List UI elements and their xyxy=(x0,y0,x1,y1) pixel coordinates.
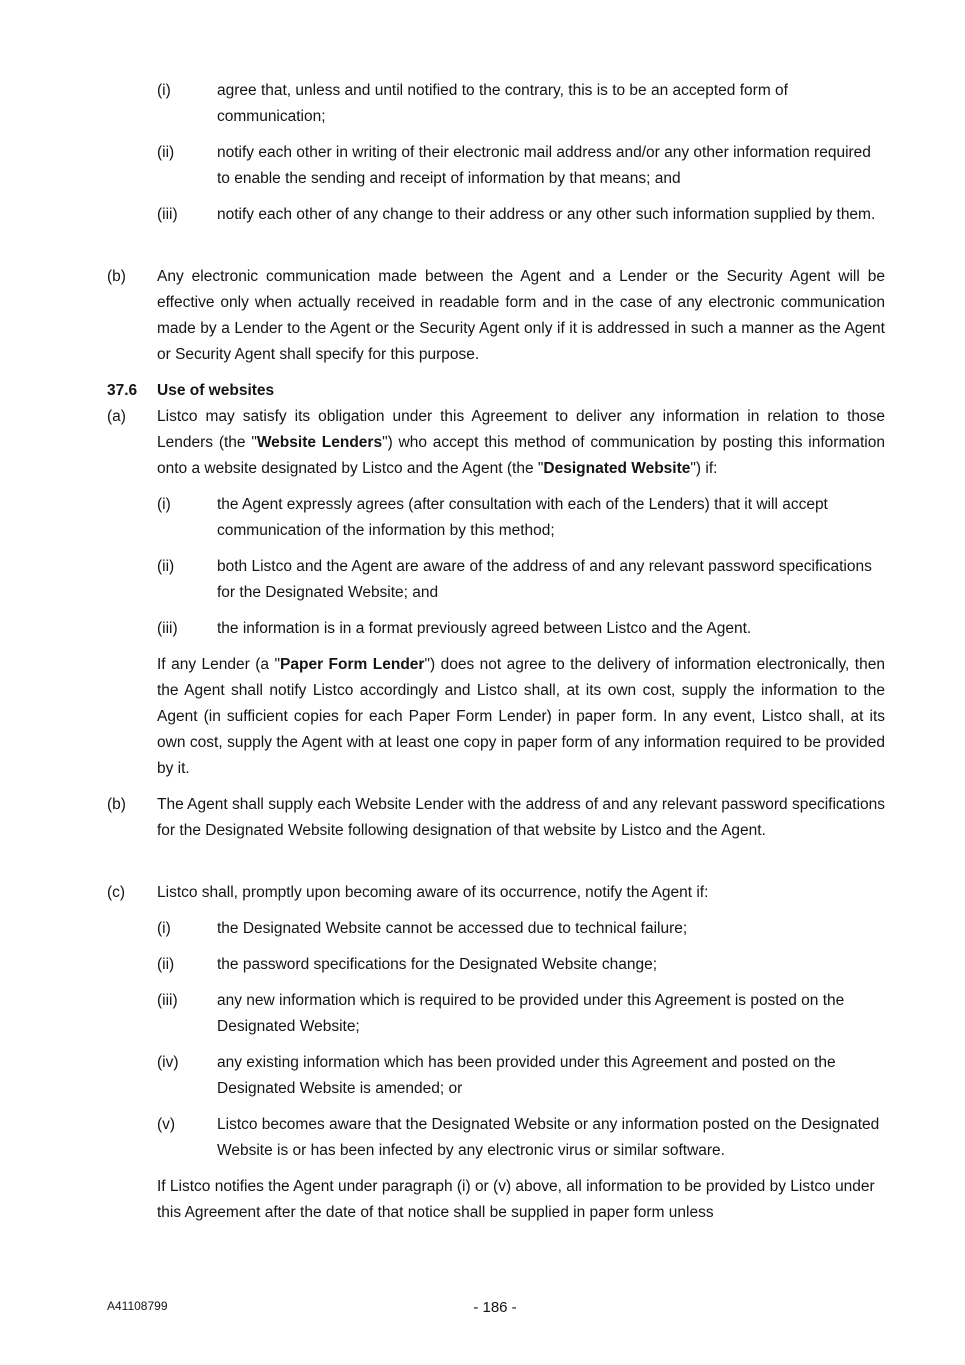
list-item-text: Listco becomes aware that the Designated Website or any information posted on the Designated Website is or has been infected by any electronic virus or similar software. xyxy=(217,1116,880,1159)
list-item-text: agree that, unless and until notified to the contrary, this is to be an accepted form of communication; xyxy=(217,82,788,125)
list-item-text: the information is in a format previously agreed between Listco and the Agent. xyxy=(217,620,752,637)
list-item-text: the Designated Website cannot be accessed due to technical failure; xyxy=(217,920,688,937)
paragraph-label: (b) xyxy=(107,796,126,813)
list-item-label: (iii) xyxy=(157,206,178,223)
list-item-text: both Listco and the Agent are aware of the address of and any relevant password specifications for the Designated Website; and xyxy=(217,558,872,601)
list-item-text: any new information which is required to be provided under this Agreement is posted on the Designated Website; xyxy=(217,992,845,1035)
paragraph-text: If any Lender (a "Paper Form Lender") does not agree to the delivery of information electronically, then the Agent shall notify Listco accordingly and Listco shall, at its own cost, supply the information to the Agent (in sufficient copies for each Paper Form Lender) in paper form. In any event, Listco shall, at its own cost, supply the Agent with at least one copy in paper form of any information required to be provided by it. xyxy=(157,656,885,777)
list-item-label: (iv) xyxy=(157,1054,179,1071)
list-item-label: (ii) xyxy=(157,558,175,575)
list-item-label: (i) xyxy=(157,496,171,513)
paragraph-text: If Listco notifies the Agent under paragraph (i) or (v) above, all information to be provided by Listco under this Agreement after the date of that notice shall be supplied in paper form unless xyxy=(157,1178,875,1221)
list-item-text: notify each other in writing of their electronic mail address and/or any other information required to enable the sending and receipt of information by that means; and xyxy=(217,144,871,187)
section-heading xyxy=(107,378,274,404)
page-number: - 186 - xyxy=(473,1299,517,1316)
section-title: Use of websites xyxy=(157,382,275,399)
defined-term: Designated Website xyxy=(543,460,691,477)
paragraph-text: Listco shall, promptly upon becoming aware of its occurrence, notify the Agent if: xyxy=(157,884,709,901)
list-item-label: (iii) xyxy=(157,992,178,1009)
list-item-text: the password specifications for the Designated Website change; xyxy=(217,956,657,973)
list-item-label: (ii) xyxy=(157,144,175,161)
document-reference: A41108799 xyxy=(107,1299,168,1313)
paragraph-text: Any electronic communication made between the Agent and a Lender or the Security Agent will be effective only when actually received in readable form and in the case of any electronic communication made by a Lender to the Agent or the Security Agent only if it is addressed in such a manner as the Agent or Security Agent shall specify for this purpose. xyxy=(157,268,885,363)
list-item-text: any existing information which has been provided under this Agreement and posted on the Designated Website is amended; or xyxy=(217,1054,836,1097)
list-item-label: (i) xyxy=(157,82,171,99)
defined-term: Website Lenders xyxy=(256,434,383,451)
list-item-label: (i) xyxy=(157,920,171,937)
paragraph-label: (b) xyxy=(107,268,126,285)
paragraph-label: (a) xyxy=(107,408,126,425)
paragraph-text: The Agent shall supply each Website Lender with the address of and any relevant password specifications for the Designated Website following designation of that website by Listco and the Agent. xyxy=(157,796,885,839)
list-item-label: (v) xyxy=(157,1116,176,1133)
list-item-text: the Agent expressly agrees (after consultation with each of the Lenders) that it will accept communication of the information by this method; xyxy=(217,496,828,539)
list-item-text: notify each other of any change to their address or any other such information supplied by them. xyxy=(217,206,876,223)
paragraph-text: Listco may satisfy its obligation under this Agreement to deliver any information in relation to those Lenders (the "Website Lenders") who accept this method of communication by posting this information onto a website designated by Listco and the Agent (the "Designated Website") if: xyxy=(157,408,885,477)
defined-term: Paper Form Lender xyxy=(280,656,425,673)
paragraph-label: (c) xyxy=(107,884,126,901)
section-number: 37.6 xyxy=(107,382,138,399)
list-item-label: (iii) xyxy=(157,620,178,637)
list-item-label: (ii) xyxy=(157,956,175,973)
